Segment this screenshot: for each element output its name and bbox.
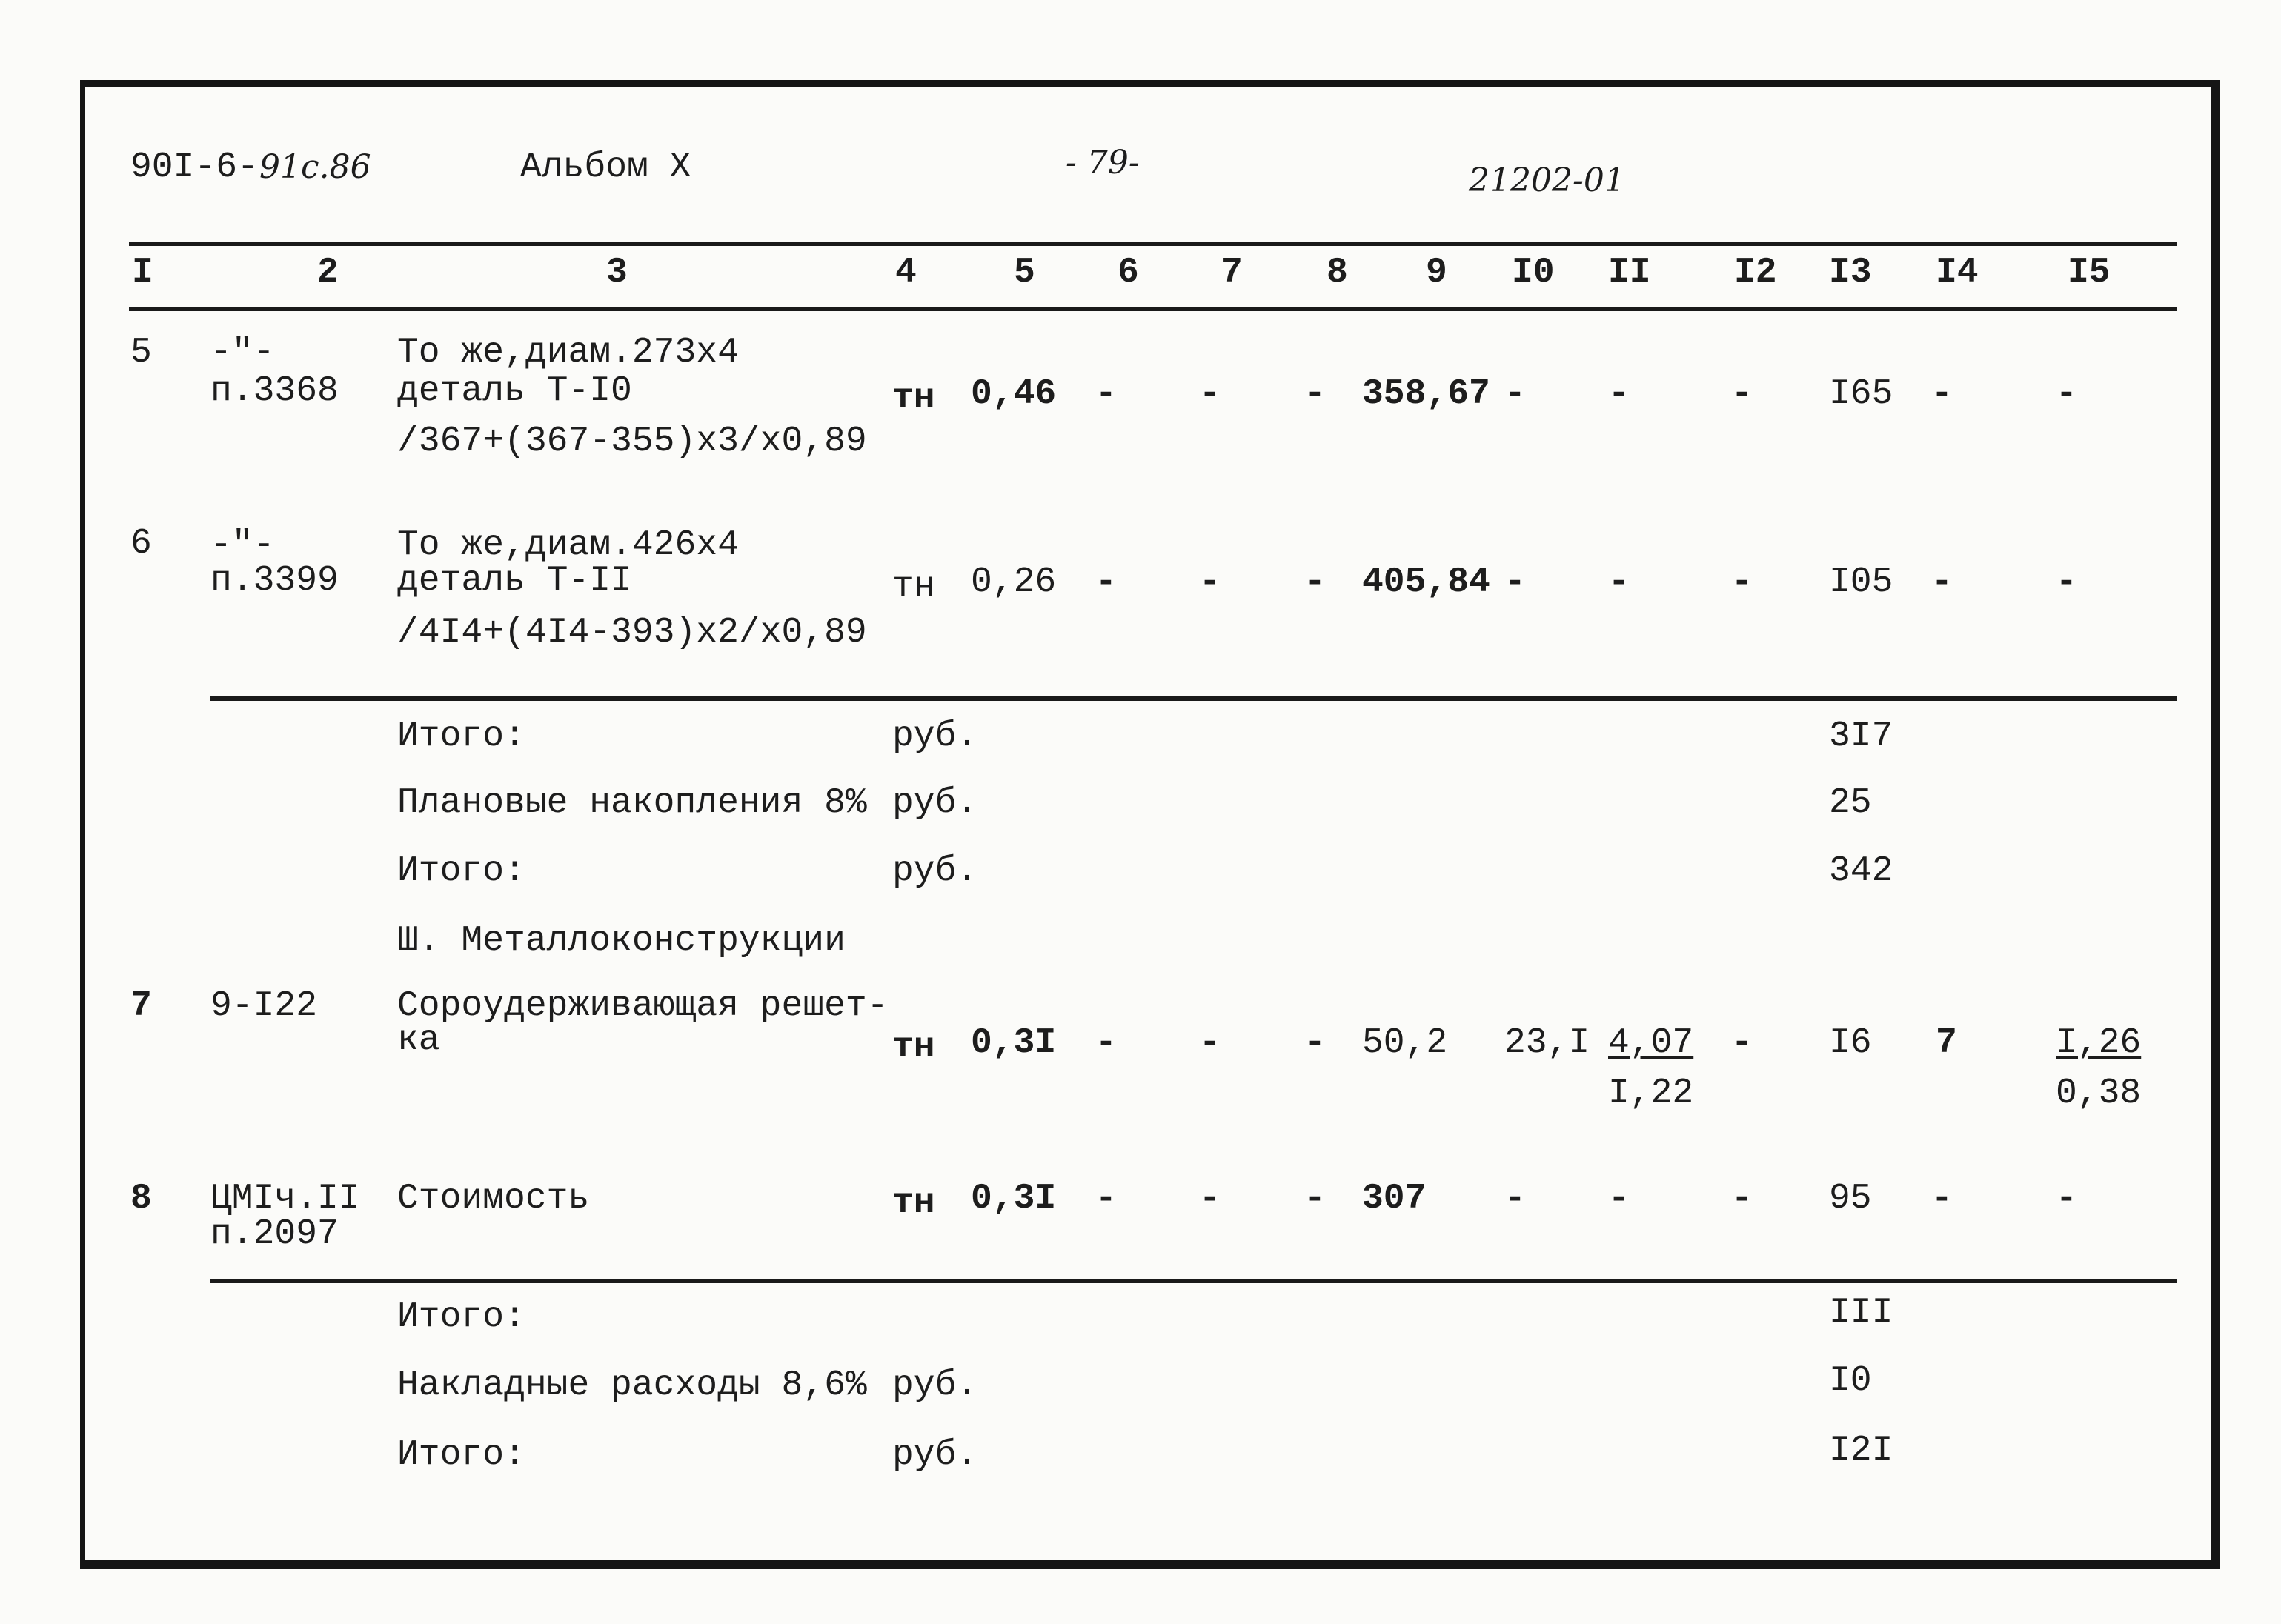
row-5-col8: - — [1304, 374, 1326, 414]
row-8-number: 8 — [130, 1179, 152, 1219]
header-rule-bottom — [129, 307, 2177, 311]
row-7-col15-top: I,26 — [2056, 1023, 2142, 1063]
col-1: I — [132, 253, 153, 293]
row-8-col5: 0,3I — [971, 1179, 1057, 1219]
summary1-unit-1: руб. — [892, 716, 978, 756]
row-5-col13: I65 — [1829, 374, 1893, 414]
col-13: I3 — [1829, 253, 1872, 293]
row-6-col12: - — [1731, 562, 1753, 602]
col-9: 9 — [1426, 253, 1447, 293]
row-6-col13: I05 — [1829, 562, 1893, 602]
row-7-col15-bottom: 0,38 — [2056, 1074, 2142, 1114]
section-title: Ш. Металлоконструкции — [397, 921, 846, 961]
row-5-col7: - — [1199, 374, 1221, 414]
summary2-label-2: Накладные расходы 8,6% — [397, 1365, 867, 1405]
summary2-value-2: I0 — [1829, 1361, 1872, 1401]
row-7-col7: - — [1199, 1023, 1221, 1063]
row-8-col9: 307 — [1362, 1179, 1427, 1219]
row-6-col10: - — [1504, 562, 1526, 602]
row-5-col10: - — [1504, 374, 1526, 414]
row-6-col7: - — [1199, 562, 1221, 602]
row-7-col11-top: 4,07 — [1608, 1023, 1694, 1063]
page-frame — [80, 80, 2220, 1569]
row-5-desc-line1: То же,диам.273х4 — [397, 333, 739, 373]
row-8-col10: - — [1504, 1179, 1526, 1219]
row-8-code-line1: ЦМIч.II — [210, 1179, 360, 1219]
row-5-col6: - — [1095, 374, 1117, 414]
page-number: - 79- — [1066, 144, 1140, 182]
summary1-value-1: 3I7 — [1829, 716, 1893, 756]
header-rule-top — [129, 242, 2177, 246]
col-3: 3 — [606, 253, 628, 293]
stamp-number: 21202-01 — [1469, 162, 1625, 199]
row-7-col13: I6 — [1829, 1023, 1872, 1063]
summary1-unit-3: руб. — [892, 851, 978, 891]
row-8-col14: - — [1931, 1179, 1953, 1219]
row-7-code: 9-I22 — [210, 986, 318, 1026]
summary1-label-2: Плановые накопления 8% — [397, 783, 867, 823]
col-15: I5 — [2068, 253, 2111, 293]
row-8-col8: - — [1304, 1179, 1326, 1219]
row-5-col14: - — [1931, 374, 1953, 414]
subtotal-rule-2 — [210, 1279, 2177, 1283]
row-7-unit: тн — [892, 1028, 935, 1068]
summary2-value-3: I2I — [1829, 1431, 1893, 1471]
col-6: 6 — [1118, 253, 1139, 293]
row-7-desc-line2: ка — [397, 1020, 440, 1060]
summary2-label-1: Итого: — [397, 1297, 525, 1337]
album-label: Альбом X — [520, 147, 691, 187]
row-6-desc-line2: деталь Т-II — [397, 561, 632, 601]
col-11: II — [1608, 253, 1651, 293]
row-7-desc-line1: Сороудерживающая решет- — [397, 986, 889, 1026]
col-8: 8 — [1327, 253, 1348, 293]
col-5: 5 — [1014, 253, 1035, 293]
row-8-col12: - — [1731, 1179, 1753, 1219]
col-14: I4 — [1936, 253, 1979, 293]
summary1-unit-2: руб. — [892, 783, 978, 823]
row-8-col7: - — [1199, 1179, 1221, 1219]
row-5-col5: 0,46 — [971, 374, 1057, 414]
row-6-col6: - — [1095, 562, 1117, 602]
row-7-col12: - — [1731, 1023, 1753, 1063]
row-8-col11: - — [1608, 1179, 1630, 1219]
row-6-desc-line1: То же,диам.426х4 — [397, 525, 739, 565]
row-7-col5: 0,3I — [971, 1023, 1057, 1063]
row-6-code-ditto: -"- — [210, 525, 275, 565]
row-6-col8: - — [1304, 562, 1326, 602]
doc-code: 90I-6- — [130, 147, 259, 187]
row-6-col15: - — [2056, 562, 2077, 602]
row-5-col11: - — [1608, 374, 1630, 414]
summary1-value-3: 342 — [1829, 851, 1893, 891]
summary1-value-2: 25 — [1829, 783, 1872, 823]
summary2-value-1: III — [1829, 1293, 1893, 1333]
col-12: I2 — [1734, 253, 1777, 293]
row-7-col10: 23,I — [1504, 1023, 1590, 1063]
row-5-code: п.3368 — [210, 371, 339, 411]
row-7-col8: - — [1304, 1023, 1326, 1063]
summary2-unit-3: руб. — [892, 1435, 978, 1475]
row-5-number: 5 — [130, 333, 152, 373]
row-7-number: 7 — [130, 986, 152, 1026]
row-5-col15: - — [2056, 374, 2077, 414]
row-8-code-line2: п.2097 — [210, 1214, 339, 1254]
row-6-col11: - — [1608, 562, 1630, 602]
row-8-col6: - — [1095, 1179, 1117, 1219]
row-8-unit: тн — [892, 1183, 935, 1223]
doc-code-handwritten: 91с.86 — [259, 148, 371, 186]
col-2: 2 — [317, 253, 339, 293]
row-7-col9: 50,2 — [1362, 1023, 1448, 1063]
row-6-unit: тн — [892, 567, 935, 607]
row-5-desc-line2: деталь Т-I0 — [397, 371, 632, 411]
summary2-unit-2: руб. — [892, 1365, 978, 1405]
row-8-col13: 95 — [1829, 1179, 1872, 1219]
row-6-col9: 405,84 — [1362, 562, 1490, 602]
col-10: I0 — [1512, 253, 1555, 293]
row-6-code: п.3399 — [210, 561, 339, 601]
row-6-col14: - — [1931, 562, 1953, 602]
row-6-number: 6 — [130, 524, 152, 564]
row-6-desc-line3: /4I4+(4I4-393)х2/х0,89 — [397, 613, 867, 653]
row-8-desc: Стоимость — [397, 1179, 590, 1219]
row-5-unit: тн — [892, 379, 935, 419]
col-7: 7 — [1221, 253, 1243, 293]
summary1-label-3: Итого: — [397, 851, 525, 891]
row-5-desc-line3: /367+(367-355)х3/х0,89 — [397, 422, 867, 462]
row-7-col14: 7 — [1936, 1023, 1957, 1063]
summary1-label-1: Итого: — [397, 716, 525, 756]
row-6-col5: 0,26 — [971, 562, 1057, 602]
row-5-col9: 358,67 — [1362, 374, 1490, 414]
row-7-col6: - — [1095, 1023, 1117, 1063]
row-5-code-ditto: -"- — [210, 333, 275, 373]
subtotal-rule-1 — [210, 696, 2177, 701]
row-5-col12: - — [1731, 374, 1753, 414]
summary2-label-3: Итого: — [397, 1435, 525, 1475]
col-4: 4 — [895, 253, 917, 293]
row-8-col15: - — [2056, 1179, 2077, 1219]
row-7-col11-bottom: I,22 — [1608, 1074, 1694, 1114]
